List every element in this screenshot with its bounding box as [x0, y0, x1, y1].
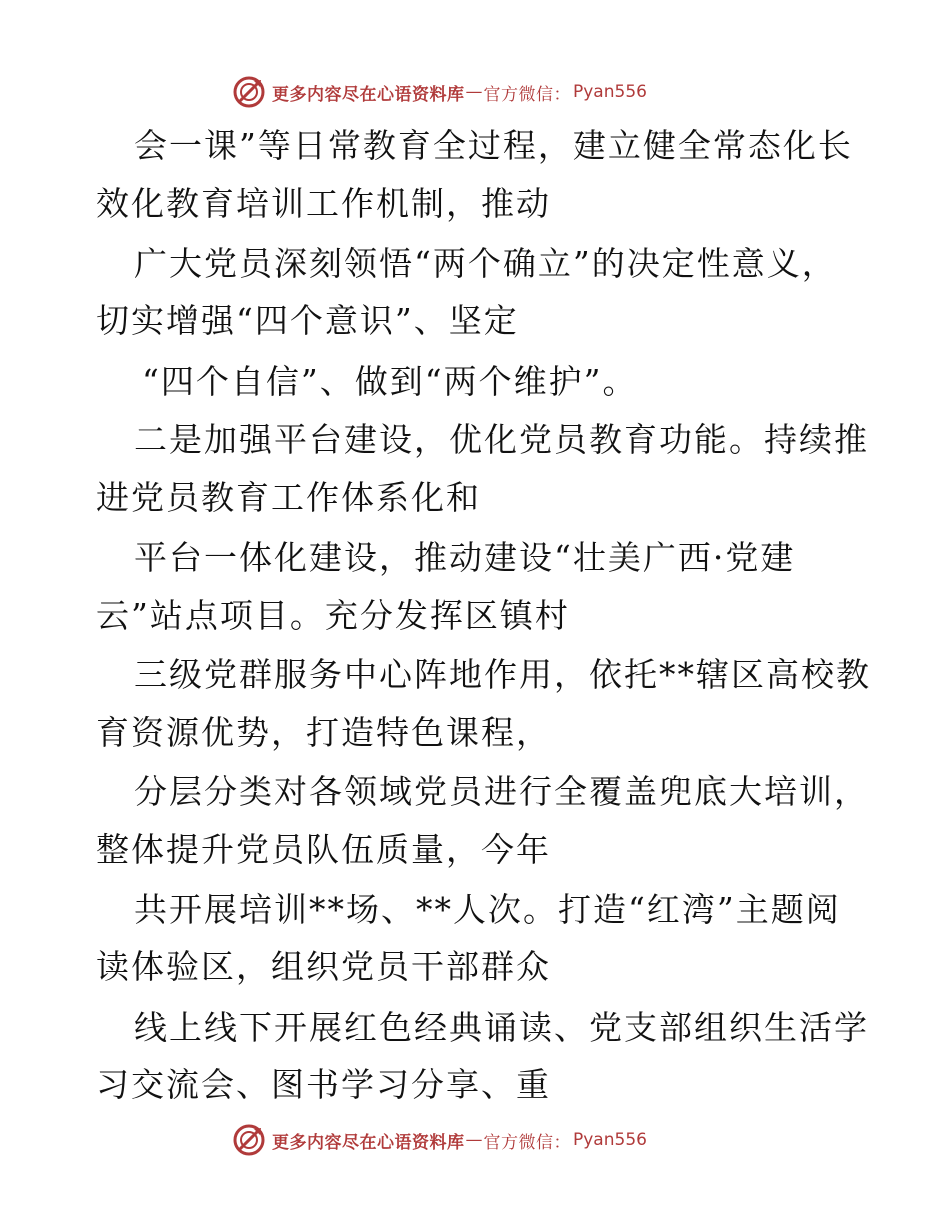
body-line: 读体验区，组织党员干部群众 [96, 947, 551, 986]
body-line: “四个自信”、做到“两个维护”。 [142, 362, 638, 401]
body-line: 整体提升党员队伍质量，今年 [96, 830, 551, 869]
banner-wechat-id: Pyan556 [573, 82, 647, 102]
banner-text: 更多内容尽在心语资料库 [272, 84, 465, 105]
body-line: 共开展培训**场、**人次。打造“红湾”主题阅 [134, 890, 841, 929]
body-line: 云”站点项目。充分发挥区镇村 [96, 596, 570, 635]
body-line: 三级党群服务中心阵地作用，依托**辖区高校教 [134, 655, 871, 694]
body-line: 效化教育培训工作机制，推动 [96, 184, 551, 223]
banner-wechat-id: Pyan556 [573, 1130, 647, 1150]
banner-official-label: 官方微信： [483, 1132, 571, 1153]
logo-icon [232, 75, 266, 109]
body-line: 切实增强“四个意识”、坚定 [96, 301, 519, 340]
body-line: 广大党员深刻领悟“两个确立”的决定性意义， [134, 244, 837, 283]
logo-icon [232, 1123, 266, 1157]
body-line: 育资源优势，打造特色课程， [96, 713, 551, 752]
banner-text: 更多内容尽在心语资料库 [272, 1132, 465, 1153]
footer-banner [0, 1120, 950, 1160]
body-line: 习交流会、图书学习分享、重 [96, 1065, 551, 1104]
body-line: 分层分类对各领域党员进行全覆盖兜底大培训， [134, 772, 869, 811]
banner-separator: — [465, 82, 483, 102]
body-line: 线上线下开展红色经典诵读、党支部组织生活学 [134, 1008, 869, 1047]
body-line: 进党员教育工作体系化和 [96, 478, 481, 517]
body-line: 二是加强平台建设，优化党员教育功能。持续推 [134, 420, 869, 459]
header-banner [0, 72, 950, 112]
body-line: 平台一体化建设，推动建设“壮美广西·党建 [134, 538, 796, 577]
body-line: 会一课”等日常教育全过程，建立健全常态化长 [134, 126, 853, 165]
banner-official-label: 官方微信： [483, 84, 571, 105]
banner-separator: — [465, 1130, 483, 1150]
